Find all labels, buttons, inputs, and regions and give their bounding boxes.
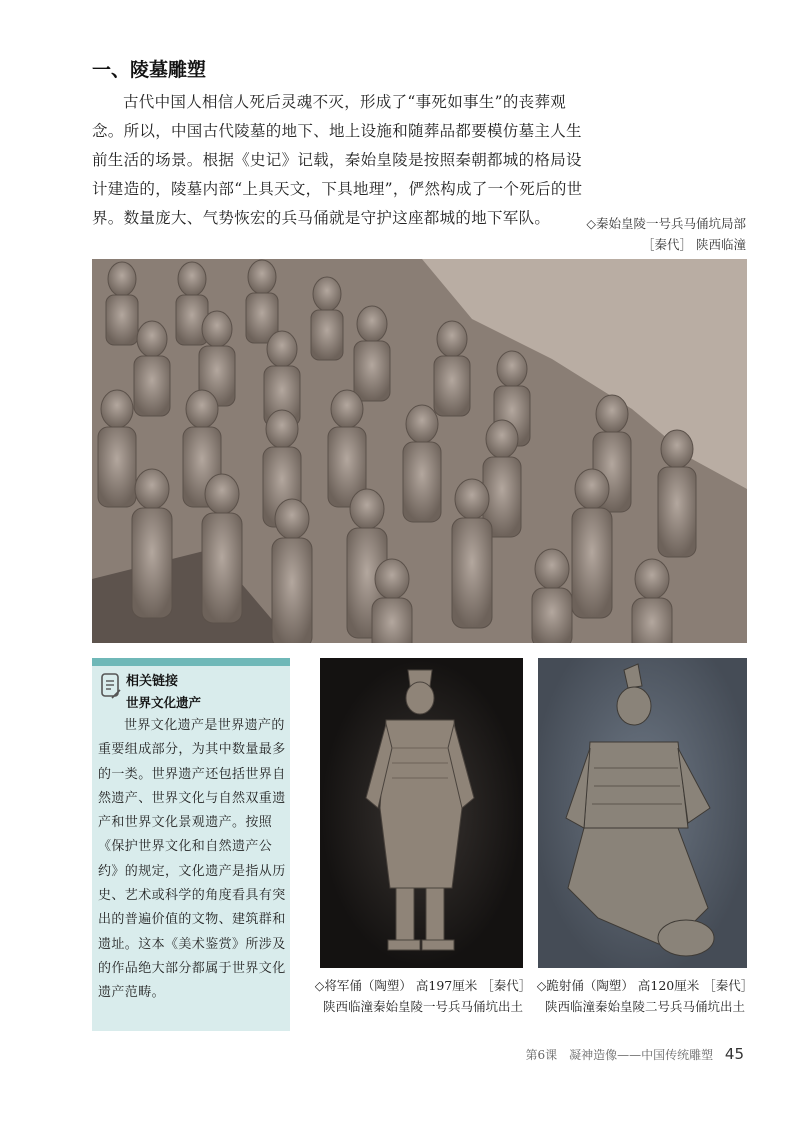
kneeling-archer-photo <box>538 658 747 968</box>
general-figure-photo <box>320 658 523 968</box>
terracotta-army-photo <box>92 259 747 643</box>
main-photo-caption <box>586 213 746 255</box>
general-figure-illustration <box>320 658 523 968</box>
section-heading: 一、陵墓雕塑 <box>92 59 207 81</box>
document-icon <box>100 672 122 700</box>
related-link-sidebar <box>92 658 290 1031</box>
sidebar-top-bar <box>92 658 290 666</box>
footer-lesson-title: 第6课 凝神造像——中国传统雕塑 <box>525 1048 714 1062</box>
page-footer <box>525 1045 744 1063</box>
general-figure-caption <box>314 975 532 1017</box>
sidebar-subtitle: 世界文化遗产 <box>126 695 202 710</box>
sidebar-body: 世界文化遗产是世界遗产的重要组成部分，为其中数量最多的一类。世界遗产还包括世界自然遗产、世界文化与自然双重遗产和世界文化景观遗产。按照《保护世界文化和自然遗产公约》的规定，文化遗产是指从历史、艺术或科学的角度看具有突出的普遍价值的文物、建筑群和遗址。这本《美术鉴赏》所涉及的作品绝大部分都属于世界文化遗产范畴。 <box>98 718 286 1001</box>
general-figure-caption-title: ◇将军俑（陶塑） 高197厘米 ［秦代］ <box>314 978 532 993</box>
intro-paragraph: 古代中国人相信人死后灵魂不灭，形成了“事死如事生”的丧葬观念。所以，中国古代陵墓的地下、地上设施和随葬品都要模仿墓主人生前生活的场景。根据《史记》记载，秦始皇陵是按照秦朝都城的格局设计建造的，陵墓内部“上具天文，下具地理”，俨然构成了一个死后的世界。数量庞大、气势恢宏的兵马俑就是守护这座都城的地下军队。 <box>92 93 583 227</box>
kneeling-archer-caption <box>534 975 756 1017</box>
kneeling-archer-caption-origin: 陕西临潼秦始皇陵二号兵马俑坑出土 <box>544 999 745 1014</box>
main-photo-caption-title: ◇秦始皇陵一号兵马俑坑局部 <box>586 216 746 231</box>
sidebar-title: 相关链接 <box>126 674 179 689</box>
main-photo-caption-meta: ［秦代］ 陕西临潼 <box>642 237 746 252</box>
kneeling-archer-caption-title: ◇跪射俑（陶塑） 高120厘米 ［秦代］ <box>536 978 754 993</box>
kneeling-archer-illustration <box>538 658 747 968</box>
page-number: 45 <box>724 1045 744 1063</box>
terracotta-army-illustration <box>92 259 747 643</box>
general-figure-caption-origin: 陕西临潼秦始皇陵一号兵马俑坑出土 <box>322 999 523 1014</box>
